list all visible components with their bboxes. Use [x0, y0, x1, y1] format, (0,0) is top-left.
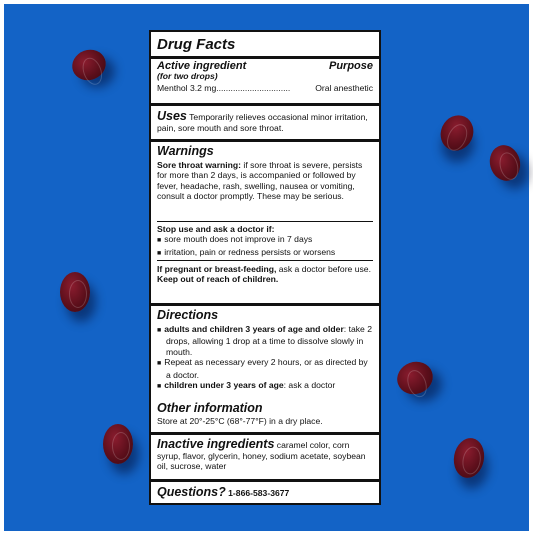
sore-throat-text: if sore throat is severe, persists for more than 2 days, is accompanied or followed by fever, headache, rash, swelling, nausea or vomiting, consult a doctor promptly. These may be serious. [157, 160, 363, 202]
drug-facts-title: Drug Facts [157, 36, 236, 53]
directions-item [157, 357, 373, 380]
active-subheading: (for two drops) [157, 71, 218, 82]
purpose-heading: Purpose [328, 60, 373, 72]
lozenge-image [60, 272, 90, 312]
stop-use-heading: Stop use and ask a doctor if: [157, 224, 275, 234]
warnings-heading: Warnings [157, 144, 214, 158]
directions-item-label: adults and children 3 years of age and older [164, 324, 344, 334]
active-ingredient: Menthol 3.2 mg [157, 82, 217, 93]
active-ingredient-heading: Active ingredient [157, 60, 247, 72]
divider [151, 56, 379, 59]
active-ingredient-section [157, 61, 373, 93]
other-information-heading: Other information [157, 401, 263, 415]
sore-throat-label: Sore throat warning: [157, 160, 242, 170]
leader-dots: ............................... [216, 82, 291, 93]
directions-item [157, 380, 373, 392]
questions-phone: 1-866-583-3677 [228, 488, 290, 498]
uses-text: Temporarily relieves occasional minor irritation, pain, sore mouth and sore throat. [157, 112, 368, 133]
directions-item-text: : take 2 drops, allowing 1 drop at a time to dissolve slowly in mouth. [166, 324, 372, 357]
directions-section [157, 308, 373, 392]
divider [157, 260, 373, 261]
keep-out-of-reach: Keep out of reach of children. [157, 274, 279, 285]
drug-facts-panel [149, 30, 381, 505]
stop-use-item: ■ sore mouth does not improve in 7 days [157, 234, 373, 246]
warnings-section [157, 144, 373, 202]
directions-item-label: children under 3 years of age [164, 380, 284, 391]
divider [151, 139, 379, 142]
inactive-ingredients-section [157, 437, 373, 472]
other-information-text: Store at 20°-25°C (68°-77°F) in a dry place. [157, 416, 323, 426]
stop-use-section [157, 224, 373, 259]
uses-section [157, 109, 373, 133]
uses-heading: Uses [157, 109, 187, 123]
divider [151, 479, 379, 482]
purpose-value: Oral anesthetic [315, 82, 373, 93]
other-information-section [157, 401, 373, 426]
directions-item-text: : ask a doctor [283, 380, 336, 391]
divider [151, 303, 379, 306]
inactive-ingredients-text: caramel color, corn syrup, flavor, glycerin, honey, sodium acetate, soybean oil, sucrose, water [157, 440, 366, 472]
inactive-ingredients-heading: Inactive ingredients [157, 437, 275, 451]
divider [151, 103, 379, 106]
pregnancy-text: ask a doctor before use. [276, 264, 371, 274]
questions-section [157, 485, 373, 499]
stop-use-item: ■ irritation, pain or redness persists or worsens [157, 247, 373, 259]
directions-heading: Directions [157, 308, 219, 322]
questions-heading: Questions? [157, 485, 226, 499]
pregnancy-label: If pregnant or breast-feeding, [157, 264, 277, 274]
directions-item [157, 324, 373, 357]
divider [151, 432, 379, 435]
directions-item-text: Repeat as necessary every 2 hours, or as directed by a doctor. [164, 357, 368, 380]
lozenge-image [103, 424, 133, 464]
divider [157, 221, 373, 222]
pregnancy-section [157, 264, 373, 285]
